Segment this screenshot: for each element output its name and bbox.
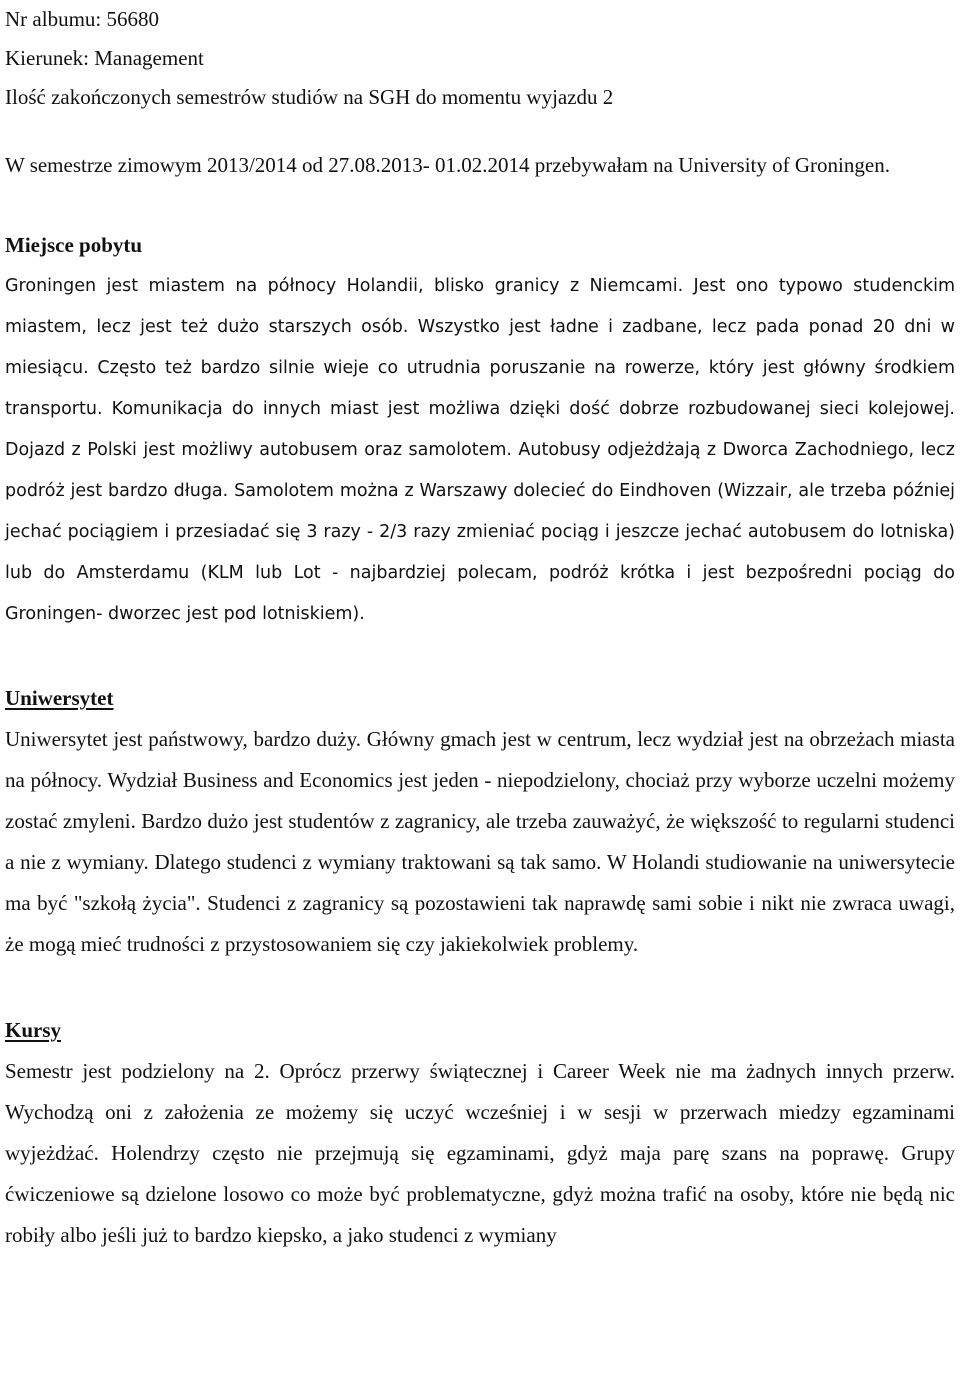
section-heading-miejsce-pobytu: Miejsce pobytu <box>5 233 143 257</box>
section-body-uniwersytet: Uniwersytet jest państwowy, bardzo duży. Główny gmach jest w centrum, lecz wydział jest na obrzeżach miasta na północy. Wydział Business and Economics jest jeden - niepodzielony, chociaż przy wyborze uczelni możemy zostać zmyleni. Bardzo dużo jest studentów z zagranicy, ale trzeba zauważyć, że większość to regularni studenci a nie z wymiany. Dlatego studenci z wymiany traktowani są tak samo. W Holandi studiowanie na uniwersytecie ma być "szkołą życia". Studenci z zagranicy są pozostawieni tak naprawdę sami sobie i nikt nie zwraca uwagi, że mogą mieć trudności z przystosowaniem się czy jakiekolwiek problemy. <box>5 727 955 956</box>
section-miejsce-pobytu <box>5 225 955 635</box>
section-uniwersytet <box>5 678 955 965</box>
section-heading-uniwersytet: Uniwersytet <box>5 686 114 710</box>
section-heading-kursy: Kursy <box>5 1018 62 1042</box>
intro-paragraph: W semestrze zimowym 2013/2014 od 27.08.2013- 01.02.2014 przebywałam na University of Groningen. <box>5 153 890 177</box>
section-body-kursy: Semestr jest podzielony na 2. Oprócz przerwy świątecznej i Career Week nie ma żadnych innych przerw. Wychodzą oni z założenia ze możemy się uczyć wcześniej i w sesji w przerwach miedzy egzaminami wyjeżdżać. Holendrzy często nie przejmują się egzaminami, gdyż maja parę szans na poprawę. Grupy ćwiczeniowe są dzielone losowo co może być problematyczne, gdyż można trafić na osoby, które nie będą nic robiły albo jeśli już to bardzo kiepsko, a jako studenci z wymiany <box>5 1059 955 1247</box>
completed-semesters: Ilość zakończonych semestrów studiów na SGH do momentu wyjazdu 2 <box>5 85 614 109</box>
section-kursy <box>5 1010 955 1256</box>
section-body-miejsce-pobytu: Groningen jest miastem na północy Holandii, blisko granicy z Niemcami. Jest ono typowo studenckim miastem, lecz jest też dużo starszych osób. Wszystko jest ładne i zadbane, lecz pada ponad 20 dni w miesiącu. Często też bardzo silnie wieje co utrudnia poruszanie na rowerze, który jest główny środkiem transportu. Komunikacja do innych miast jest możliwa dzięki dość dobrze rozbudowanej sieci kolejowej. Dojazd z Polski jest możliwy autobusem oraz samolotem. Autobusy odjeżdżają z Dworca Zachodniego, lecz podróż jest bardzo długa. Samolotem można z Warszawy dolecieć do Eindhoven (Wizzair, ale trzeba później jechać pociągiem i przesiadać się 3 razy - 2/3 razy zmieniać pociąg i jeszcze jechać autobusem do lotniska) lub do Amsterdamu (KLM lub Lot - najbardziej polecam, podróż krótka i jest bezpośredni pociąg do Groningen- dworzec jest pod lotniskiem). <box>5 276 955 624</box>
album-number: Nr albumu: 56680 <box>5 7 159 31</box>
field-of-study: Kierunek: Management <box>5 46 204 70</box>
